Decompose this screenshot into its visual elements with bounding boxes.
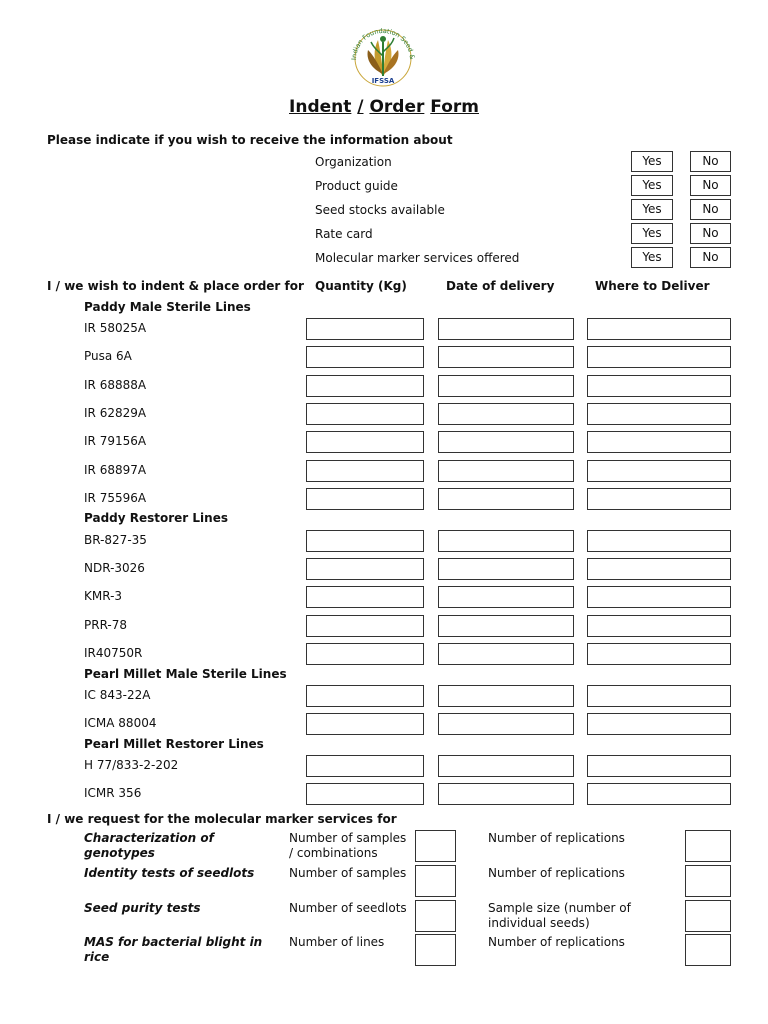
yes-option[interactable]: Yes	[631, 223, 673, 244]
service-count-input[interactable]	[415, 900, 456, 932]
title-order: Order	[369, 97, 425, 117]
service-field-label: Number of samples / combinations	[289, 831, 407, 860]
column-header-where: Where to Deliver	[595, 279, 710, 293]
no-option[interactable]: No	[690, 199, 731, 220]
ifssa-logo	[344, 22, 422, 88]
info-item-label: Product guide	[315, 179, 398, 193]
logo-text: IFSSA	[371, 77, 395, 85]
info-item-label: Molecular marker services offered	[315, 251, 520, 265]
delivery-date-input[interactable]	[438, 403, 574, 425]
deliver-location-input[interactable]	[587, 713, 731, 735]
no-option[interactable]: No	[690, 247, 731, 268]
service-name: Seed purity tests	[84, 901, 201, 915]
deliver-location-input[interactable]	[587, 530, 731, 552]
deliver-location-input[interactable]	[587, 346, 731, 368]
info-item-label: Organization	[315, 155, 392, 169]
seed-line-label: KMR-3	[84, 589, 123, 603]
quantity-input[interactable]	[306, 375, 424, 397]
service-count-input[interactable]	[685, 934, 731, 966]
delivery-date-input[interactable]	[438, 431, 574, 453]
service-count-input[interactable]	[685, 830, 731, 862]
page-title	[0, 97, 768, 117]
delivery-date-input[interactable]	[438, 713, 574, 735]
delivery-date-input[interactable]	[438, 643, 574, 665]
seed-line-label: IC 843-22A	[84, 688, 151, 702]
delivery-date-input[interactable]	[438, 783, 574, 805]
service-field-label: Number of seedlots	[289, 901, 407, 915]
no-option[interactable]: No	[690, 151, 731, 172]
seed-line-label: Pusa 6A	[84, 349, 132, 363]
seed-line-label: H 77/833-2-202	[84, 758, 179, 772]
service-count-input[interactable]	[685, 900, 731, 932]
delivery-date-input[interactable]	[438, 460, 574, 482]
info-item-label: Seed stocks available	[315, 203, 445, 217]
seed-group-heading: Paddy Male Sterile Lines	[84, 300, 251, 314]
seed-line-label: IR 58025A	[84, 321, 147, 335]
quantity-input[interactable]	[306, 346, 424, 368]
service-field-label: Number of samples	[289, 866, 407, 880]
yes-option[interactable]: Yes	[631, 151, 673, 172]
no-option[interactable]: No	[690, 175, 731, 196]
delivery-date-input[interactable]	[438, 488, 574, 510]
service-name: Characterization of genotypes	[84, 831, 214, 860]
column-header-date: Date of delivery	[446, 279, 555, 293]
service-count-input[interactable]	[685, 865, 731, 897]
seed-line-label: BR-827-35	[84, 533, 147, 547]
delivery-date-input[interactable]	[438, 558, 574, 580]
quantity-input[interactable]	[306, 615, 424, 637]
deliver-location-input[interactable]	[587, 403, 731, 425]
delivery-date-input[interactable]	[438, 346, 574, 368]
quantity-input[interactable]	[306, 318, 424, 340]
quantity-input[interactable]	[306, 558, 424, 580]
seed-line-label: ICMR 356	[84, 786, 142, 800]
delivery-date-input[interactable]	[438, 318, 574, 340]
seed-line-label: IR 62829A	[84, 406, 147, 420]
deliver-location-input[interactable]	[587, 783, 731, 805]
quantity-input[interactable]	[306, 530, 424, 552]
title-form: Form	[430, 97, 479, 117]
delivery-date-input[interactable]	[438, 530, 574, 552]
service-field-label: Sample size (number of individual seeds)	[488, 901, 631, 930]
service-field-label: Number of replications	[488, 866, 625, 880]
quantity-input[interactable]	[306, 713, 424, 735]
seed-line-label: ICMA 88004	[84, 716, 157, 730]
service-field-label: Number of replications	[488, 831, 625, 845]
service-count-input[interactable]	[415, 830, 456, 862]
quantity-input[interactable]	[306, 431, 424, 453]
service-name: MAS for bacterial blight in rice	[84, 935, 263, 964]
quantity-input[interactable]	[306, 460, 424, 482]
deliver-location-input[interactable]	[587, 755, 731, 777]
deliver-location-input[interactable]	[587, 615, 731, 637]
seed-line-label: IR 68888A	[84, 378, 147, 392]
seed-line-label: NDR-3026	[84, 561, 145, 575]
quantity-input[interactable]	[306, 643, 424, 665]
service-field-label: Number of lines	[289, 935, 385, 949]
title-separator: /	[357, 97, 364, 117]
seed-line-label: IR 68897A	[84, 463, 147, 477]
title-indent: Indent	[289, 97, 352, 117]
delivery-date-input[interactable]	[438, 375, 574, 397]
seed-group-heading: Pearl Millet Restorer Lines	[84, 737, 264, 751]
delivery-date-input[interactable]	[438, 586, 574, 608]
delivery-date-input[interactable]	[438, 685, 574, 707]
delivery-date-input[interactable]	[438, 615, 574, 637]
deliver-location-input[interactable]	[587, 488, 731, 510]
deliver-location-input[interactable]	[587, 460, 731, 482]
yes-option[interactable]: Yes	[631, 199, 673, 220]
seed-line-label: IR 75596A	[84, 491, 147, 505]
yes-option[interactable]: Yes	[631, 247, 673, 268]
deliver-location-input[interactable]	[587, 431, 731, 453]
delivery-date-input[interactable]	[438, 755, 574, 777]
quantity-input[interactable]	[306, 586, 424, 608]
service-name: Identity tests of seedlots	[84, 866, 255, 880]
deliver-location-input[interactable]	[587, 586, 731, 608]
quantity-input[interactable]	[306, 685, 424, 707]
quantity-input[interactable]	[306, 755, 424, 777]
column-header-quantity: Quantity (Kg)	[315, 279, 407, 293]
service-count-input[interactable]	[415, 934, 456, 966]
service-count-input[interactable]	[415, 865, 456, 897]
logo-ring-text: Indian Foundation Seed &	[349, 26, 417, 61]
yes-option[interactable]: Yes	[631, 175, 673, 196]
no-option[interactable]: No	[690, 223, 731, 244]
seed-line-label: PRR-78	[84, 618, 128, 632]
deliver-location-input[interactable]	[587, 375, 731, 397]
deliver-location-input[interactable]	[587, 643, 731, 665]
seed-line-label: IR40750R	[84, 646, 143, 660]
seed-group-heading: Pearl Millet Male Sterile Lines	[84, 667, 287, 681]
quantity-input[interactable]	[306, 488, 424, 510]
seed-group-heading: Paddy Restorer Lines	[84, 511, 228, 525]
order-section-heading: I / we wish to indent & place order for	[47, 279, 304, 293]
service-field-label: Number of replications	[488, 935, 625, 949]
seed-line-label: IR 79156A	[84, 434, 147, 448]
deliver-location-input[interactable]	[587, 318, 731, 340]
quantity-input[interactable]	[306, 403, 424, 425]
quantity-input[interactable]	[306, 783, 424, 805]
deliver-location-input[interactable]	[587, 685, 731, 707]
info-item-label: Rate card	[315, 227, 373, 241]
deliver-location-input[interactable]	[587, 558, 731, 580]
info-section-heading: Please indicate if you wish to receive the information about	[47, 133, 453, 147]
molecular-section-heading: I / we request for the molecular marker services for	[47, 812, 397, 826]
